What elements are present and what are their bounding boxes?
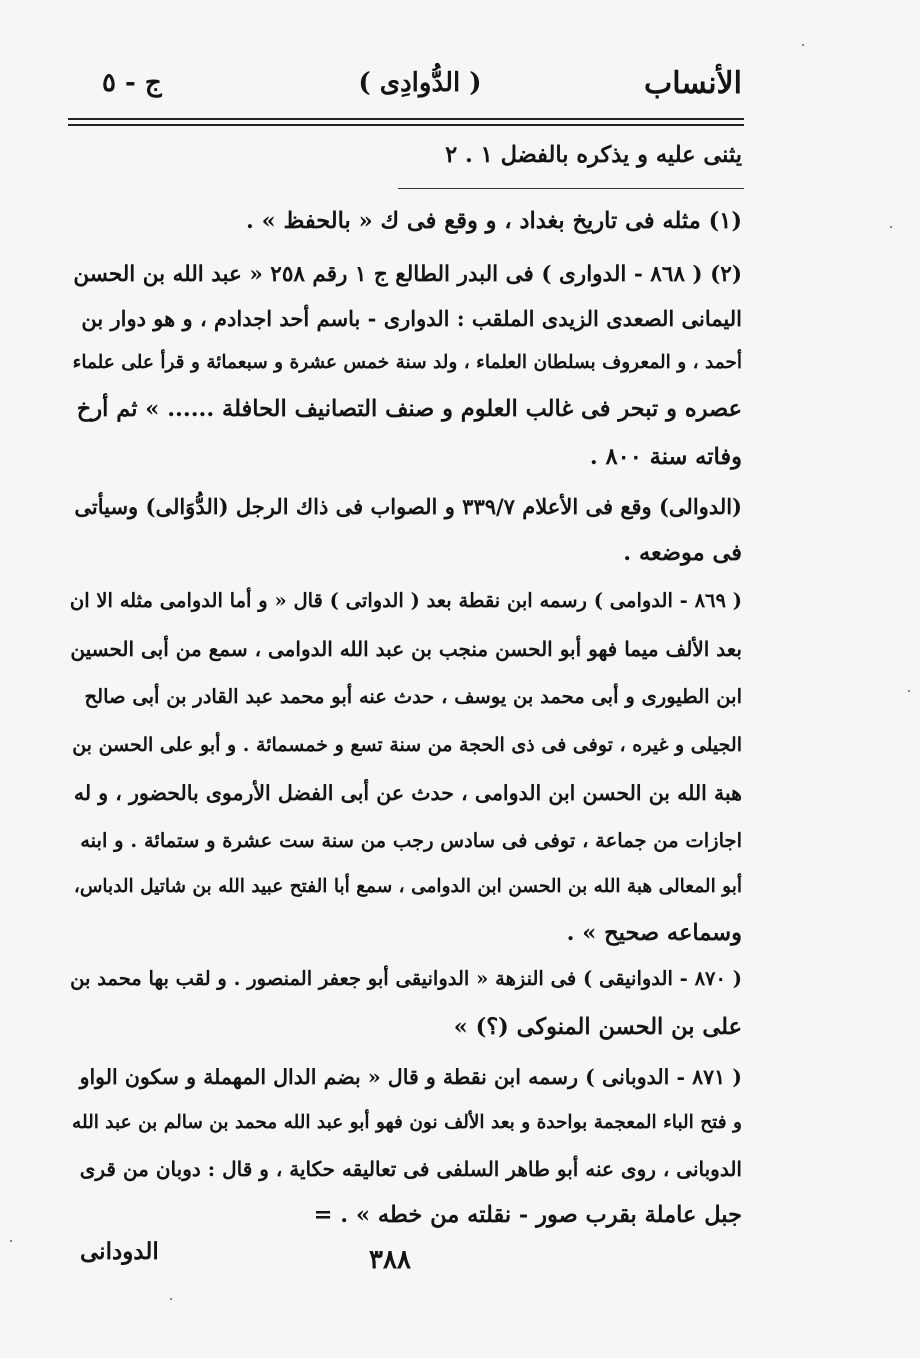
footnote-line: أحمد ، و المعروف بسلطان العلماء ، ولد سنة خمس عشرة و سبعمائة و قرأ على علماء: [72, 352, 742, 373]
footnote-line: فى موضعه .: [623, 540, 742, 566]
volume-marker: ج - ٥: [102, 68, 162, 98]
footnote-line: (١) مثله فى تاريخ بغداد ، و وقع فى ك « بالحفظ » .: [245, 208, 742, 234]
running-title: الأنساب: [644, 66, 742, 101]
footnote-line: جبل عاملة بقرب صور - نقلته من خطه » . =: [313, 1202, 742, 1228]
footnote-line: بعد الألف ميما فهو أبو الحسن منجب بن عبد الله الدوامى ، سمع من أبى الحسين: [70, 637, 742, 661]
scan-speck: [908, 690, 910, 692]
catchword: الدودانى: [80, 1238, 159, 1265]
section-heading: ( الدُّوادِى ): [358, 68, 482, 98]
body-text-line: يثنى عليه و يذكره بالفضل ١ . ٢: [445, 142, 742, 168]
footnote-line: على بن الحسن المنوكى (؟) »: [453, 1014, 742, 1040]
footnote-line: و فتح الباء المعجمة بواحدة و بعد الألف نون فهو أبو عبد الله محمد بن سالم بن عبد الله: [72, 1112, 742, 1133]
scan-speck: [10, 1240, 12, 1242]
footnote-line: (الدوالى) وقع فى الأعلام ٣٣٩/٧ و الصواب فى ذاك الرجل (الدُّوَالى) وسيأتى: [74, 494, 742, 519]
footnote-separator: [398, 188, 744, 189]
footnote-line: الجيلى و غيره ، توفى فى ذى الحجة من سنة تسع و خمسمائة . و أبو على الحسن بن: [72, 734, 742, 756]
footnote-line: ابن الطيورى و أبى محمد بن يوسف ، حدث عنه أبو محمد عبد القادر بن أبى صالح: [84, 685, 742, 708]
footnote-line: أبو المعالى هبة الله بن الحسن ابن الدوامى ، سمع أبا الفتح عبيد الله بن شاتيل الدباس،: [73, 876, 742, 897]
footnote-line: ( ٨٦٩ - الدوامى ) رسمه ابن نقطة بعد ( الدواتى ) قال « و أما الدوامى مثله الا ان: [69, 589, 742, 612]
header-rule-top: [68, 118, 744, 120]
footnote-line: هبة الله بن الحسن ابن الدوامى ، حدث عن أبى الفضل الأرموى بالحضور ، و له: [73, 781, 742, 805]
footnote-line: الدوبانى ، روى عنه أبو طاهر السلفى فى تعاليقه حكاية ، و قال : دوبان من قرى: [79, 1157, 742, 1181]
footnote-line: (٢) ( ٨٦٨ - الدوارى ) فى البدر الطالع ج ١ رقم ٢٥٨ « عبد الله بن الحسن: [73, 262, 742, 287]
footnote-line: وفاته سنة ٨٠٠ .: [589, 444, 742, 470]
footnote-line: اجازات من جماعة ، توفى فى سادس رجب من سنة ست عشرة و ستمائة . و ابنه: [80, 829, 742, 852]
footnote-line: ( ٨٧١ - الدوبانى ) رسمه ابن نقطة و قال « بضم الدال المهملة و سكون الواو: [79, 1065, 742, 1089]
header-rule-bottom: [68, 124, 744, 126]
footnote-line: اليمانى الصعدى الزيدى الملقب : الدوارى - باسم أحد اجدادم ، و هو دوار بن: [81, 306, 742, 331]
footnote-line: ( ٨٧٠ - الدوانيقى ) فى النزهة « الدوانيقى أبو جعفر المنصور . و لقب بها محمد بن: [70, 967, 742, 990]
footnote-line: عصره و تبحر فى غالب العلوم و صنف التصانيف الحافلة ...... » ثم أرخ: [76, 396, 742, 422]
scan-speck: [802, 44, 804, 46]
footnote-line: وسماعه صحيح » .: [566, 920, 742, 946]
scan-speck: [170, 1298, 172, 1300]
scan-speck: [890, 226, 892, 228]
page-number: ٣٨٨: [369, 1245, 411, 1275]
